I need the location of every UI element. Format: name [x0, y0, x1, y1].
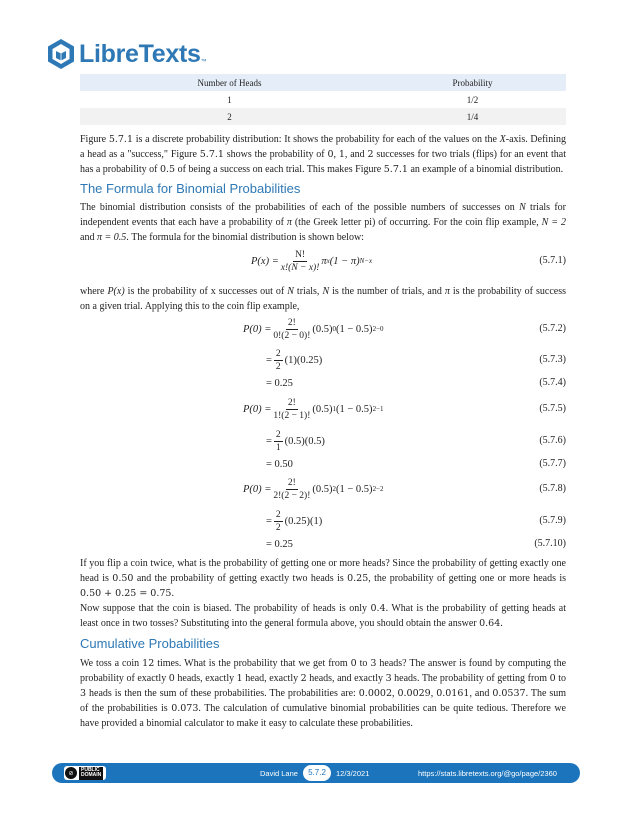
- footer-date: 12/3/2021: [336, 769, 370, 778]
- figure-link[interactable]: 5.7.1: [383, 164, 408, 175]
- figure-link[interactable]: 5.7.1: [199, 149, 224, 160]
- page-footer: [52, 763, 580, 783]
- equation-5-7-2: P(0) = $\frac{2!}{0!(2 - 0)!}$ (0.5) 0 (1 − 0.5) 2−0 (5.7.2): [243, 317, 566, 341]
- logo-text: LibreTexts: [79, 39, 201, 68]
- probability-table: [80, 74, 566, 125]
- table-row: [80, 91, 566, 108]
- public-domain-badge[interactable]: [64, 766, 106, 780]
- paragraph-one-or-more-heads: If you flip a coin twice, what is the probability of getting one or more heads? Since the probability of getting exactly one head is 0.50 and the probability of getting exactly two heads is 0.25, the probability of getting one or more heads is 0.50 + 0.25 = 0.75.: [80, 558, 567, 599]
- equation-5-7-7: = 0.50 (5.7.7): [266, 458, 566, 470]
- footer-author: David Lane: [260, 769, 298, 778]
- equation-5-7-4: = 0.25 (5.7.4): [266, 377, 566, 389]
- heading-formula: The Formula for Binomial Probabilities: [80, 181, 301, 196]
- equation-5-7-9: = $\frac{2}{2}$ (0.25)(1) (5.7.9): [266, 509, 566, 533]
- paragraph-distribution-intro: Figure 5.7.1 is a discrete probability distribution: It shows the probability for each of the values on the X-axis. Defining a head as a "success," Figure 5.7.1 shows the probability of 0, 1, and 2 successes for two trials (flips) for an event that has a probability of 0.5 of being a success on each trial. This makes Figure 5.7.1 an example of a binomial distribution.: [80, 134, 567, 175]
- heading-cumulative: Cumulative Probabilities: [80, 636, 220, 651]
- paragraph-cumulative: We toss a coin 12 times. What is the probability that we get from 0 to 3 heads? The answer is found by computing the probability of exactly 0 heads, exactly 1 head, exactly 2 heads, and exactly 3 heads. The probability of getting from 0 to 3 heads is then the sum of these probabilities. The probabilities are: 0.0002, 0.0029, 0.0161, and 0.0537. The sum of the probabilities is 0.073. The calculation of cumulative binomial probabilities can be quite tedious. Therefore we have provided a binomial calculator to make it easy to calculate these probabilities.: [80, 658, 567, 729]
- figure-link[interactable]: 5.7.1: [108, 134, 134, 145]
- paragraph-binomial-definition: The binomial distribution consists of the probabilities of each of the possible numbers of successes on N trials for independent events that each have a probability of π (the Greek letter pi) of occurring. For the coin flip example, N = 2 and π = 0.5. The formula for the binomial distribution is shown below:: [80, 202, 566, 243]
- license-label-top: PUBLIC: [81, 766, 100, 773]
- equation-5-7-5: P(0) = $\frac{2!}{1!(2 - 1)!}$ (0.5) 1 (1 − 0.5) 2−1 (5.7.5): [243, 397, 566, 421]
- libretexts-hexagon-icon: [46, 38, 76, 70]
- column-header-number-of-heads: Number of Heads: [80, 74, 379, 91]
- license-label-bottom: DOMAIN: [81, 772, 102, 778]
- table-cell: 2: [80, 108, 379, 125]
- footer-url-link[interactable]: https://stats.libretexts.org/@go/page/2360: [418, 769, 557, 778]
- column-header-probability: Probability: [379, 74, 566, 91]
- table-cell: 1/4: [379, 108, 566, 125]
- equation-5-7-3: = $\frac{2}{2}$ (1)(0.25) (5.7.3): [266, 348, 566, 372]
- paragraph-formula-explanation: where P(x) is the probability of x successes out of N trials, N is the number of trials, and π is the probability of success on a given trial. Applying this to the coin flip example,: [80, 286, 566, 312]
- table-cell: 1: [227, 94, 232, 105]
- equation-5-7-8: P(0) = $\frac{2!}{2!(2 - 2)!}$ (0.5) 2 (1 − 0.5) 2−2 (5.7.8): [243, 477, 566, 501]
- public-domain-icon: ⊘: [65, 767, 77, 779]
- table-header-row: [80, 74, 566, 91]
- equation-5-7-6: = $\frac{2}{1}$ (0.5)(0.5) (5.7.6): [266, 429, 566, 453]
- table-row: [80, 108, 566, 125]
- equation-5-7-1: P(x) = $\frac{N!}{x!(N - x)!}$ π x (1 − π) N−x (5.7.1): [251, 249, 566, 273]
- equation-5-7-10: = 0.25 (5.7.10): [266, 538, 566, 550]
- libretexts-logo[interactable]: [46, 38, 207, 70]
- logo-trademark: ™: [200, 59, 207, 65]
- footer-page-number: 5.7.2: [303, 765, 331, 781]
- paragraph-biased-coin: Now suppose that the coin is biased. The probability of heads is only 0.4. What is the probability of getting heads at least once in two tosses? Substituting into the general formula above, you should obtain the answer 0.64.: [80, 603, 566, 629]
- table-cell: 1/2: [466, 94, 479, 105]
